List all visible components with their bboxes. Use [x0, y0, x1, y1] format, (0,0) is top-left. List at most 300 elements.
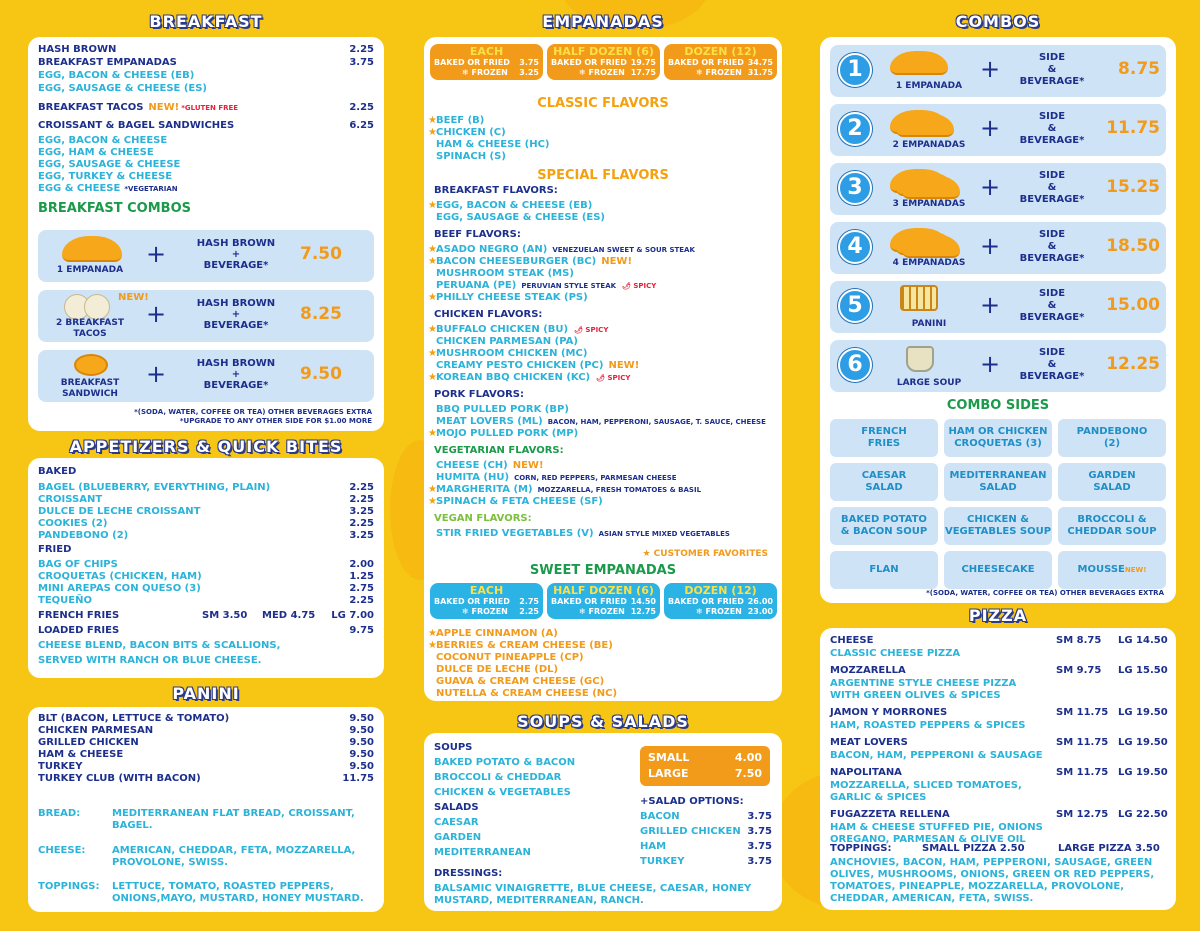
price-box	[547, 44, 660, 80]
toppings-list: ANCHOVIES, BACON, HAM, PEPPERONI, SAUSAGE, GREEN OLIVES, MUSHROOMS, ONIONS, GREEN OR RED PEPPERS, TOMATOES, PINEAPPLE, MOZZARELLA, PROVOLONE, CHEDDAR, AMERICAN, FETA, SWISS.	[830, 857, 1155, 904]
flavor-name: MEAT LOVERS (ML) BACON, HAM, PEPPERONI, SAUSAGE, T. SAUCE, CHEESE	[436, 416, 766, 427]
menu-item-row	[38, 494, 374, 506]
item-price: 2.25	[349, 44, 374, 55]
pizza-lg: LG 15.50	[1118, 665, 1168, 676]
menu-item-row	[38, 57, 374, 69]
menu-item-row	[38, 530, 374, 542]
flavor-name: SPINACH & FETA CHEESE (SF)	[436, 496, 603, 507]
menu-item-row	[830, 843, 1166, 855]
flavor-row	[428, 280, 772, 292]
pizza-card	[820, 628, 1176, 910]
item-price: 6.25	[349, 120, 374, 131]
combo-side-option: GARDEN SALAD	[1058, 463, 1166, 501]
new-badge: NEW!	[118, 292, 149, 303]
menu-item-row	[38, 773, 374, 785]
star-icon: ★	[428, 628, 437, 639]
empanada-icon	[62, 236, 122, 262]
pizza-sm: SM 9.75	[1056, 665, 1102, 676]
flavor-group-header: CHICKEN FLAVORS:	[434, 309, 543, 320]
panini-card	[28, 707, 384, 912]
flavor-desc: ASIAN STYLE MIXED VEGETABLES	[598, 530, 730, 538]
combo-side-option: CHEESECAKE	[944, 551, 1052, 589]
flavor-name: NUTELLA & CREAM CHEESE (NC)	[436, 688, 618, 699]
flavor-row	[428, 115, 772, 127]
appetizers-card	[28, 458, 384, 678]
menu-item-row	[38, 70, 374, 82]
flavor-group-header: BREAKFAST FLAVORS:	[434, 185, 558, 196]
flavor-row	[428, 336, 772, 348]
combo-6	[830, 340, 1166, 392]
menu-item-row	[38, 571, 374, 583]
item-price: 2.25	[349, 595, 374, 606]
breakfast-combo-3	[38, 350, 374, 402]
combo-label: LARGE SOUP	[896, 378, 962, 388]
flavor-name: APPLE CINNAMON (A)	[436, 628, 558, 639]
flavor-row	[428, 360, 772, 372]
item-name: BREAKFAST TACOS NEW! *GLUTEN FREE	[38, 102, 239, 113]
item-name: CHEESE	[830, 635, 874, 646]
combo-price: 8.25	[300, 304, 342, 324]
price-line-price: 14.50	[630, 597, 656, 606]
flavor-row	[428, 151, 772, 163]
sandwich-icon	[74, 354, 108, 376]
price-line-price: 26.00	[747, 597, 773, 606]
item-name: EGG & CHEESE *VEGETARIAN	[38, 183, 178, 194]
star-icon: ★	[428, 127, 437, 138]
price-line	[434, 597, 539, 606]
combo-price: 12.25	[1106, 354, 1160, 374]
size-price: 4.00	[734, 751, 762, 764]
flavor-name: KOREAN BBQ CHICKEN (KC) 🌶 SPICY	[436, 372, 631, 383]
item-name: GRILLED CHICKEN	[38, 737, 139, 748]
item-name: BROCCOLI & CHEDDAR	[434, 772, 562, 783]
price-line	[668, 597, 773, 606]
star-icon: ★	[428, 115, 437, 126]
flavor-row	[428, 212, 772, 224]
item-name: EGG, SAUSAGE & CHEESE (ES)	[38, 83, 208, 94]
flavor-row	[428, 496, 772, 508]
combo-side-option: BROCCOLI & CHEDDAR SOUP	[1058, 507, 1166, 545]
flavor-name: MARGHERITA (M) MOZZARELLA, FRESH TOMATOES & BASIL	[436, 484, 702, 495]
panini-option-text: LETTUCE, TOMATO, ROASTED PEPPERS, ONIONS,MAYO, MUSTARD, HONEY MUSTARD.	[112, 881, 364, 904]
combo-price: 11.75	[1106, 118, 1160, 138]
menu-item-row	[830, 737, 1166, 749]
combo-side: SIDE & BEVERAGE*	[1019, 229, 1085, 264]
star-icon: ★	[428, 496, 437, 507]
combo-side: HASH BROWN + BEVERAGE*	[196, 298, 276, 331]
panini-icon	[900, 285, 938, 311]
flavor-desc: CORN, RED PEPPERS, PARMESAN CHEESE	[514, 474, 677, 482]
price-line-label: BAKED OR FRIED	[434, 58, 510, 67]
flavor-group-header: VEGAN FLAVORS:	[434, 513, 532, 524]
pizza-desc: BACON, HAM, PEPPERONI & SAUSAGE	[830, 750, 1043, 761]
menu-item-row	[38, 120, 374, 132]
flavor-row	[428, 416, 772, 428]
item-name: HAM & CHEESE	[38, 749, 124, 760]
flavor-row	[428, 324, 772, 336]
vegetarian-note: *VEGETARIAN	[124, 185, 178, 193]
new-badge: NEW!	[601, 256, 633, 267]
item-name: SOUPS	[434, 742, 473, 753]
special-flavors-title: SPECIAL FLAVORS	[537, 168, 669, 183]
breakfast-combo-2	[38, 290, 374, 342]
item-name: TURKEY	[38, 761, 83, 772]
star-icon: ★	[428, 200, 437, 211]
item-price: 2.00	[349, 559, 374, 570]
price-line	[551, 58, 656, 67]
star-icon: ★	[428, 292, 437, 303]
menu-item-row	[38, 135, 374, 147]
gluten-free-note: *GLUTEN FREE	[181, 104, 239, 112]
salad-option-price: 3.75	[747, 841, 772, 852]
salad-option: GRILLED CHICKEN	[640, 826, 741, 837]
item-name: PANDEBONO (2)	[38, 530, 129, 541]
pizza-sm: SM 11.75	[1056, 737, 1109, 748]
flavor-group-header: BEEF FLAVORS:	[434, 229, 521, 240]
menu-item-row	[38, 713, 374, 725]
price-box	[430, 44, 543, 80]
menu-item-row	[38, 506, 374, 518]
star-icon: ★	[428, 640, 437, 651]
flavor-row	[428, 472, 772, 484]
combo-5	[830, 281, 1166, 333]
flavor-row	[428, 688, 772, 700]
item-name: NAPOLITANA	[830, 767, 902, 778]
combo-side-option: FLAN	[830, 551, 938, 589]
flavor-row	[428, 484, 772, 496]
combo-side: SIDE & BEVERAGE*	[1019, 52, 1085, 87]
flavor-name: BACON CHEESEBURGER (BC) NEW!	[436, 256, 633, 267]
pizza-lg: LG 19.50	[1118, 707, 1168, 718]
pizza-lg: LG 14.50	[1118, 635, 1168, 646]
flavor-row	[428, 256, 772, 268]
item-price: 9.50	[349, 725, 374, 736]
appetizers-title: APPETIZERS & QUICK BITES	[69, 437, 343, 456]
flavor-row	[428, 404, 772, 416]
flavor-row	[428, 628, 772, 640]
salad-option: HAM	[640, 841, 667, 852]
size-price: 7.50	[734, 767, 762, 780]
combo-label: 1 EMPANADA	[56, 265, 124, 275]
pizza-sm: SM 11.75	[1056, 707, 1109, 718]
dressings-header: DRESSINGS:	[434, 868, 503, 879]
price-line	[668, 68, 773, 77]
flavor-name: MUSHROOM STEAK (MS)	[436, 268, 574, 279]
price-box	[430, 583, 543, 619]
item-name: CHEESE BLEND, BACON BITS & SCALLIONS,	[38, 640, 281, 651]
star-icon: ★	[428, 348, 437, 359]
price-box-head: EACH	[469, 45, 504, 58]
soups-card	[424, 733, 782, 911]
item-name: MEDITERRANEAN	[434, 847, 531, 858]
item-name: CHICKEN & VEGETABLES	[434, 787, 571, 798]
price-box-head: HALF DOZEN (6)	[553, 45, 654, 58]
item-name: GARDEN	[434, 832, 482, 843]
flavor-name: EGG, BACON & CHEESE (EB)	[436, 200, 593, 211]
price-line-price: 23.00	[747, 607, 773, 616]
size-label: LARGE	[648, 767, 689, 780]
price-line-label: ❄ FROZEN	[579, 607, 625, 616]
menu-item-row	[830, 665, 1166, 677]
combos-card	[820, 37, 1176, 603]
menu-item-row	[38, 737, 374, 749]
combo-side-option: CAESAR SALAD	[830, 463, 938, 501]
flavor-name: DULCE DE LECHE (DL)	[436, 664, 559, 675]
item-name: TEQUEÑO	[38, 595, 92, 606]
flavor-row	[428, 428, 772, 440]
pizza-desc: MOZZARELLA, SLICED TOMATOES, GARLIC & SPICES	[830, 780, 1022, 803]
empanada-icon	[890, 51, 948, 75]
new-badge: NEW!	[1124, 566, 1147, 574]
plus-icon: +	[980, 350, 1001, 378]
menu-item-row	[38, 655, 374, 667]
menu-item-row	[830, 635, 1166, 647]
new-badge: NEW!	[148, 102, 180, 113]
menu-item-row	[38, 171, 374, 183]
plus-icon: +	[980, 114, 1001, 142]
combo-label: 2 EMPANADAS	[892, 140, 966, 150]
combo-side-option: MEDITERRANEAN SALAD	[944, 463, 1052, 501]
pizza-desc: ARGENTINE STYLE CHEESE PIZZA WITH GREEN OLIVES & SPICES	[830, 678, 1017, 701]
combos-title: COMBOS	[955, 12, 1041, 31]
footnote: *(SODA, WATER, COFFEE OR TEA) OTHER BEVERAGES EXTRA	[926, 589, 1164, 597]
item-name: CROISSANT & BAGEL SANDWICHES	[38, 120, 235, 131]
flavor-row	[428, 460, 772, 472]
number-badge: 6	[838, 348, 872, 382]
new-badge: NEW!	[512, 460, 544, 471]
sweet-empanadas-title: SWEET EMPANADAS	[529, 563, 677, 578]
spicy-badge: 🌶 SPICY	[574, 326, 609, 334]
item-name: DULCE DE LECHE CROISSANT	[38, 506, 201, 517]
flavor-name: GUAVA & CREAM CHEESE (GC)	[436, 676, 605, 687]
combo-price: 15.00	[1106, 295, 1160, 315]
soup-icon	[906, 346, 934, 372]
combo-price: 15.25	[1106, 177, 1160, 197]
flavor-name: CHEESE (CH) NEW!	[436, 460, 544, 471]
item-name: EGG, BACON & CHEESE	[38, 135, 168, 146]
pizza-lg: LG 19.50	[1118, 737, 1168, 748]
plus-icon: +	[146, 360, 167, 388]
price-line	[434, 68, 539, 77]
number-badge: 3	[838, 171, 872, 205]
menu-item-row	[38, 725, 374, 737]
flavor-name: CHICKEN PARMESAN (PA)	[436, 336, 578, 347]
breakfast-combos-title: BREAKFAST COMBOS	[38, 201, 191, 216]
fries-med: MED 4.75	[262, 610, 316, 621]
combo-price: 7.50	[300, 244, 342, 264]
menu-item-row	[38, 583, 374, 595]
price-box	[664, 583, 777, 619]
item-name: MOZZARELLA	[830, 665, 906, 676]
price-line-label: BAKED OR FRIED	[434, 597, 510, 606]
menu-item-row	[434, 847, 772, 859]
item-name: COOKIES (2)	[38, 518, 108, 529]
flavor-name: BERRIES & CREAM CHEESE (BE)	[436, 640, 613, 651]
combo-side-option: BAKED POTATO & BACON SOUP	[830, 507, 938, 545]
price-line-label: ❄ FROZEN	[696, 68, 742, 77]
combo-label: 3 EMPANADAS	[892, 199, 966, 209]
price-box-head: DOZEN (12)	[684, 584, 757, 597]
menu-item-row	[38, 147, 374, 159]
item-name: BAKED POTATO & BACON	[434, 757, 576, 768]
price-line	[434, 607, 539, 616]
footnote: *UPGRADE TO ANY OTHER SIDE FOR $1.00 MORE	[179, 417, 372, 425]
flavor-row	[428, 139, 772, 151]
menu-item-row	[38, 83, 374, 95]
salad-options-header: +SALAD OPTIONS:	[640, 796, 744, 807]
price-line-label: ❄ FROZEN	[462, 607, 508, 616]
toppings-large: LARGE PIZZA 3.50	[1058, 843, 1160, 854]
flavor-desc: VENEZUELAN SWEET & SOUR STEAK	[552, 246, 695, 254]
flavor-row	[428, 200, 772, 212]
price-line	[551, 68, 656, 77]
flavor-name: ASADO NEGRO (AN) VENEZUELAN SWEET & SOUR STEAK	[436, 244, 695, 255]
menu-item-row	[38, 44, 374, 56]
new-badge: NEW!	[608, 360, 640, 371]
flavor-desc: PERUVIAN STYLE STEAK	[521, 282, 617, 290]
combo-1	[830, 45, 1166, 97]
combo-side-option: $MOUSSE^{NEW!}$	[1058, 551, 1166, 589]
flavor-name: HUMITA (HU) CORN, RED PEPPERS, PARMESAN CHEESE	[436, 472, 677, 483]
star-icon: ★	[428, 484, 437, 495]
fries-lg: LG 7.00	[331, 610, 374, 621]
price-line-label: BAKED OR FRIED	[551, 58, 627, 67]
menu-item-row	[830, 809, 1166, 821]
number-badge: 1	[838, 53, 872, 87]
combo-price: 9.50	[300, 364, 342, 384]
item-name: MEAT LOVERS	[830, 737, 908, 748]
flavor-name: STIR FRIED VEGETABLES (V) ASIAN STYLE MIXED VEGETABLES	[436, 528, 730, 539]
item-name: HASH BROWN	[38, 44, 117, 55]
price-box-head: EACH	[469, 584, 504, 597]
flavor-row	[428, 528, 772, 540]
star-icon: ★	[428, 244, 437, 255]
price-line-price: 3.75	[519, 58, 539, 67]
flavor-row	[428, 244, 772, 256]
price-box	[547, 583, 660, 619]
menu-item-row	[38, 610, 374, 622]
flavor-name: BUFFALO CHICKEN (BU) 🌶 SPICY	[436, 324, 609, 335]
flavor-name: SPINACH (S)	[436, 151, 506, 162]
combo-side: SIDE & BEVERAGE*	[1019, 347, 1085, 382]
flavor-row	[428, 348, 772, 360]
price-box	[664, 44, 777, 80]
flavor-row	[428, 664, 772, 676]
salad-option: BACON	[640, 811, 680, 822]
combo-label: 1 EMPANADA	[895, 81, 963, 91]
combo-side: HASH BROWN + BEVERAGE*	[196, 238, 276, 271]
price-line-label: ❄ FROZEN	[696, 607, 742, 616]
flavor-row	[428, 127, 772, 139]
item-price: 9.75	[349, 625, 374, 636]
menu-item-row	[38, 640, 374, 652]
pizza-desc: HAM & CHEESE STUFFED PIE, ONIONS OREGANO, PARMESAN & OLIVE OIL	[830, 822, 1043, 845]
combo-side-option: CHICKEN & VEGETABLES SOUP	[944, 507, 1052, 545]
price-line-price: 34.75	[747, 58, 773, 67]
flavor-name: BEEF (B)	[436, 115, 485, 126]
spicy-badge: 🌶 SPICY	[596, 374, 631, 382]
item-price: 9.50	[349, 713, 374, 724]
item-name: TURKEY CLUB (WITH BACON)	[38, 773, 201, 784]
plus-icon: +	[980, 173, 1001, 201]
pizza-sm: SM 12.75	[1056, 809, 1109, 820]
price-box-head: HALF DOZEN (6)	[553, 584, 654, 597]
combo-3	[830, 163, 1166, 215]
number-badge: 4	[838, 230, 872, 264]
item-name: MINI AREPAS CON QUESO (3)	[38, 583, 201, 594]
menu-item-row	[38, 518, 374, 530]
combo-side-option: PANDEBONO (2)	[1058, 419, 1166, 457]
item-name: EGG, BACON & CHEESE (EB)	[38, 70, 195, 81]
item-name: FRENCH FRIES	[38, 610, 120, 621]
empanada-icon	[896, 113, 954, 137]
salad-option-price: 3.75	[747, 826, 772, 837]
price-line-label: ❄ FROZEN	[462, 68, 508, 77]
price-line-label: ❄ FROZEN	[579, 68, 625, 77]
pizza-lg: LG 22.50	[1118, 809, 1168, 820]
flavor-group-header: VEGETARIAN FLAVORS:	[434, 445, 564, 456]
item-name: SERVED WITH RANCH OR BLUE CHEESE.	[38, 655, 262, 666]
pizza-lg: LG 19.50	[1118, 767, 1168, 778]
price-line	[668, 607, 773, 616]
price-line-label: BAKED OR FRIED	[551, 597, 627, 606]
item-name: EGG, SAUSAGE & CHEESE	[38, 159, 181, 170]
price-line-price: 3.25	[519, 68, 539, 77]
pizza-title: PIZZA	[968, 606, 1028, 625]
menu-item-row	[38, 749, 374, 761]
item-price: 2.25	[349, 102, 374, 113]
menu-item-row	[38, 102, 374, 114]
combo-side: SIDE & BEVERAGE*	[1019, 111, 1085, 146]
combo-side: HASH BROWN + BEVERAGE*	[196, 358, 276, 391]
item-name: TOPPINGS:	[830, 843, 892, 854]
combo-label: BREAKFAST SANDWICH	[60, 378, 120, 399]
star-icon: ★	[428, 324, 437, 335]
taco-icon	[84, 294, 110, 320]
salad-option-price: 3.75	[747, 811, 772, 822]
flavor-name: EGG, SAUSAGE & CHEESE (ES)	[436, 212, 606, 223]
fries-sm: SM 3.50	[202, 610, 248, 621]
item-name: BAGEL (BLUEBERRY, EVERYTHING, PLAIN)	[38, 482, 271, 493]
number-badge: 2	[838, 112, 872, 146]
menu-item-row	[38, 544, 374, 556]
flavor-row	[428, 676, 772, 688]
flavor-name: MUSHROOM CHICKEN (MC)	[436, 348, 588, 359]
price-line-price: 19.75	[630, 58, 656, 67]
item-name: CHICKEN PARMESAN	[38, 725, 154, 736]
price-box-head: DOZEN (12)	[684, 45, 757, 58]
price-line-label: BAKED OR FRIED	[668, 58, 744, 67]
breakfast-title: BREAKFAST	[149, 12, 263, 31]
price-line-price: 2.75	[519, 597, 539, 606]
empanada-icon	[902, 234, 960, 258]
star-icon: ★	[428, 428, 437, 439]
item-price: 1.25	[349, 571, 374, 582]
item-name: CAESAR	[434, 817, 479, 828]
combo-side: SIDE & BEVERAGE*	[1019, 170, 1085, 205]
menu-item-row	[38, 559, 374, 571]
breakfast-card	[28, 37, 384, 431]
combo-sides-title: COMBO SIDES	[946, 398, 1050, 413]
item-price: 3.75	[349, 57, 374, 68]
empanada-icon	[902, 175, 960, 199]
item-name: BLT (BACON, LETTUCE & TOMATO)	[38, 713, 230, 724]
menu-item-row	[38, 625, 374, 637]
flavor-name: CREAMY PESTO CHICKEN (PC) NEW!	[436, 360, 640, 371]
combo-label: 2 BREAKFAST TACOS	[56, 318, 124, 339]
combo-side: SIDE & BEVERAGE*	[1019, 288, 1085, 323]
combo-label: 4 EMPANADAS	[892, 258, 966, 268]
